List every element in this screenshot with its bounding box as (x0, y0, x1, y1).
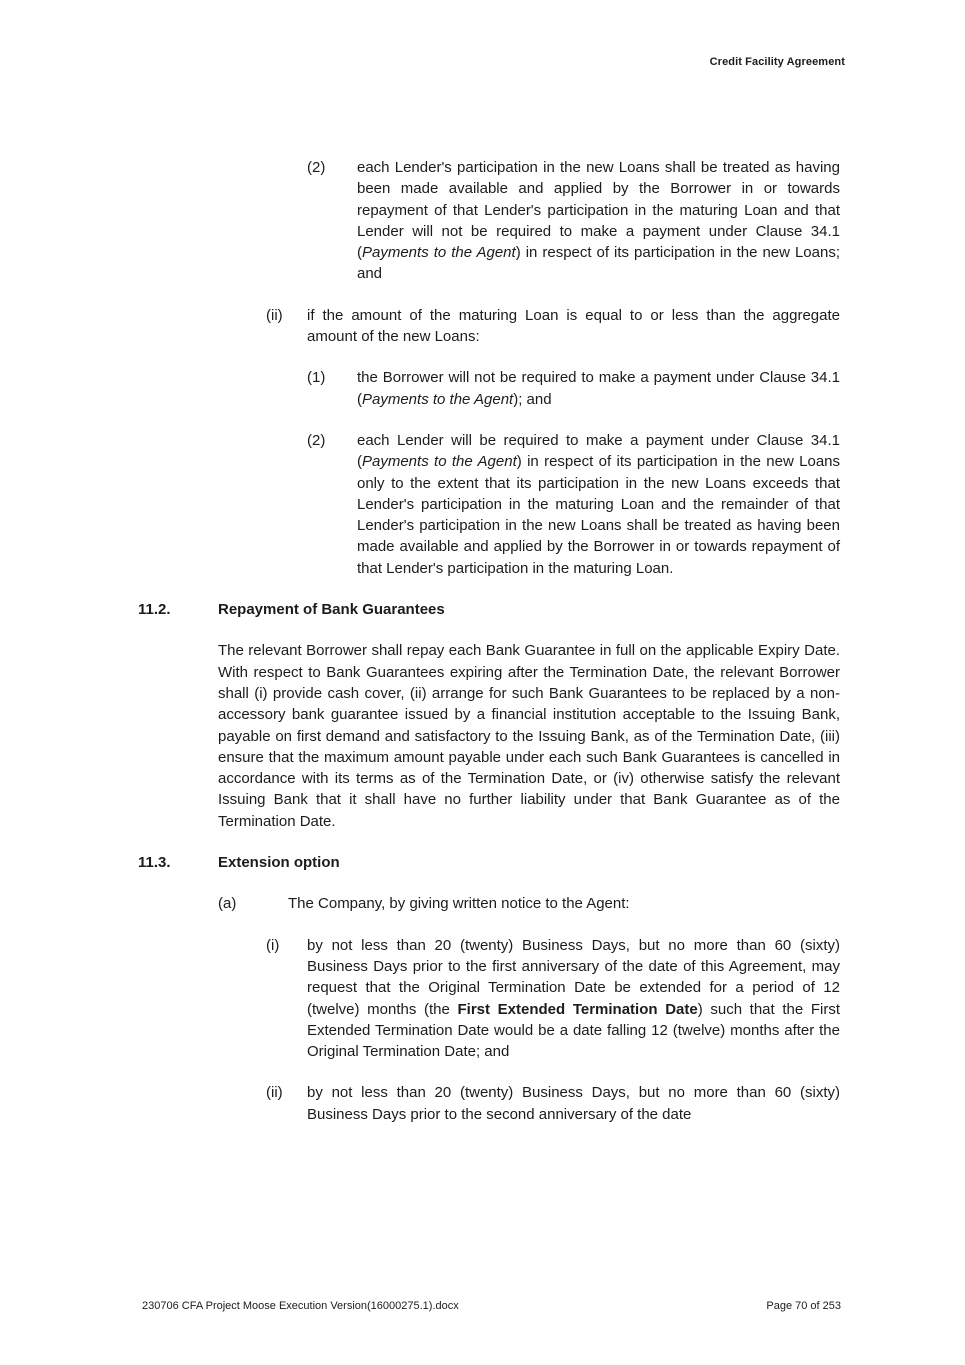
text-segment: ); and (513, 390, 552, 408)
text-segment-italic: Payments to the Agent (362, 453, 517, 471)
body-paragraph (218, 640, 840, 832)
clause-item (266, 935, 840, 1063)
page-header (710, 56, 845, 68)
header-title: Credit Facility Agreement (709, 56, 845, 68)
clause-text (307, 935, 840, 1063)
clause-text (307, 305, 840, 348)
footer-filename: 230706 CFA Project Moose Execution Version(16000275.1).docx (142, 1300, 459, 1312)
clause-marker: (2) (307, 431, 326, 449)
clause-text (288, 893, 840, 914)
clause-marker: (ii) (266, 306, 283, 324)
section-heading (138, 852, 840, 873)
clause-text (357, 430, 840, 579)
clause-text (307, 1082, 840, 1125)
section-number: 11.2. (138, 601, 171, 619)
clause-item (307, 157, 840, 285)
section-title: Repayment of Bank Guarantees (218, 601, 445, 619)
section-title: Extension option (218, 854, 340, 872)
section-number: 11.3. (138, 854, 171, 872)
clause-text (357, 157, 840, 285)
footer-page-number: Page 70 of 253 (766, 1300, 841, 1312)
text-segment-italic: Payments to the Agent (362, 390, 514, 408)
text-segment: if the amount of the maturing Loan is equal to or less than the aggregate amount of the new Loans: (307, 306, 840, 346)
text-segment: The relevant Borrower shall repay each Bank Guarantee in full on the applicable Expiry Date. With respect to Bank Guarantees expiring after the Termination Date, the relevant Borrower shall (i) provide cash cover, (ii) arrange for such Bank Guarantees to be replaced by a non-accessory bank guarantee issued by a financial institution acceptable to the Issuing Bank, payable on first demand and satisfactory to the Issuing Bank, as of the Termination Date, (iii) ensure that the maximum amount payable under each such Bank Guarantees is cancelled in accordance with its terms as of the Termination Date, or (iv) otherwise satisfy the relevant Issuing Bank that it shall have no further liability under that Bank Guarantee as of the Termination Date. (218, 642, 840, 830)
clause-marker: (a) (218, 895, 237, 913)
clause-marker: (ii) (266, 1084, 283, 1102)
text-segment: each Lender's participation in the new Loans shall be treated as having been made available and applied by the Borrower in or towards repayment of that Lender's participation in the maturing Loan and that Lender will not be required to make a payment under Clause 34.1 ( (357, 159, 840, 262)
clause-item (307, 367, 840, 410)
text-segment: the Borrower will not be required to make a payment under Clause 34.1 ( (357, 369, 840, 408)
text-segment: by not less than 20 (twenty) Business Days, but no more than 60 (sixty) Business Days prior to the first anniversary of the date of this Agreement, may request that the Original Termination Date be extended for a period of 12 (twelve) months (the (307, 936, 840, 1018)
clause-item (218, 893, 840, 914)
text-segment: by not less than 20 (twenty) Business Days, but no more than 60 (sixty) Business Days prior to the second anniversary of the date (307, 1084, 840, 1123)
text-segment: The Company, by giving written notice to the Agent: (288, 895, 630, 913)
clause-marker: (1) (307, 369, 326, 387)
text-segment: ) in respect of its participation in the new Loans; and (357, 244, 841, 283)
text-segment: ) in respect of its participation in the new Loans only to the extent that its participation in the new Loans exceeds that Lender's participation in the maturing Loan and the remainder of that Lender's participation in the new Loans shall be treated as having been made available and applied by the Borrower in or towards repayment of that Lender's participation in the maturing Loan. (357, 453, 840, 577)
text-segment-italic: Payments to the Agent (362, 244, 516, 262)
clause-item (266, 305, 840, 348)
section-heading (138, 599, 840, 620)
text-segment: each Lender will be required to make a payment under Clause 34.1 ( (357, 431, 840, 471)
clause-marker: (2) (307, 159, 326, 176)
page-footer (142, 1300, 841, 1312)
clause-item (307, 430, 840, 579)
text-segment: ) such that the First Extended Termination Date would be a date falling 12 (twelve) months after the Original Termination Date; and (307, 1000, 841, 1061)
clause-marker: (i) (266, 936, 280, 954)
text-segment-bold: First Extended Termination Date (457, 1000, 698, 1018)
document-content (0, 157, 965, 1145)
clause-text (357, 367, 840, 410)
clause-item (266, 1082, 840, 1125)
